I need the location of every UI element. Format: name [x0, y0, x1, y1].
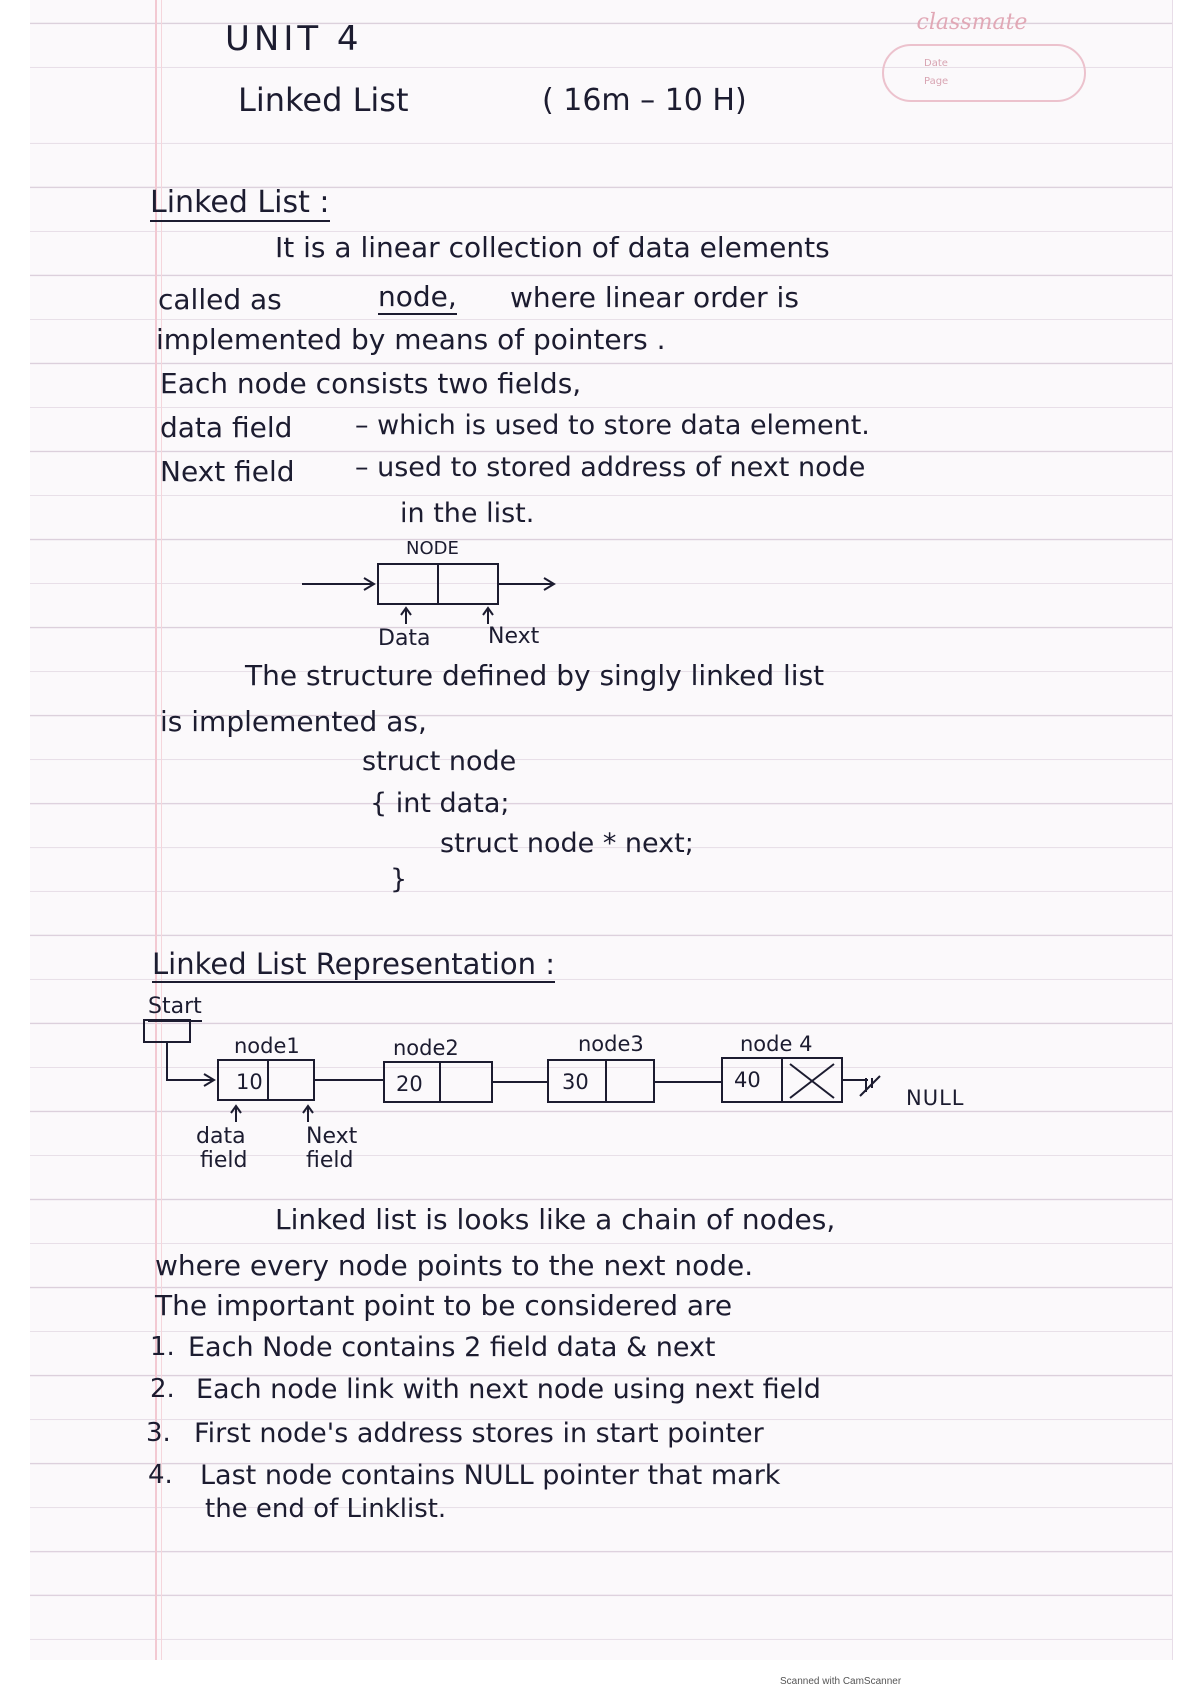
data-field-desc: – which is used to store data element.	[355, 410, 870, 441]
code-line-4: }	[390, 864, 408, 895]
start-label: Start	[148, 996, 202, 1022]
unit-title: UNIT 4	[225, 19, 363, 59]
node1-value: 10	[236, 1070, 263, 1094]
point-3-text: First node's address stores in start pointer	[194, 1418, 764, 1449]
chain-line-3: The important point to be considered are	[155, 1289, 733, 1322]
definition-line-4: Each node consists two fields,	[160, 367, 582, 400]
node3-value: 30	[562, 1070, 589, 1094]
point-1-text: Each Node contains 2 field data & next	[188, 1332, 716, 1363]
node-diagram-title: NODE	[406, 538, 459, 559]
definition-line-3: implemented by means of pointers .	[156, 323, 666, 356]
definition-line-2b: where linear order is	[510, 281, 799, 314]
marks-hours: ( 16m – 10 H)	[542, 83, 747, 118]
node2-value: 20	[396, 1072, 423, 1096]
classmate-brand	[862, 10, 1082, 100]
data-field-label-1: data	[196, 1124, 246, 1149]
code-line-1: struct node	[362, 746, 517, 777]
node1-box	[218, 1060, 314, 1100]
point-3-num: 3.	[146, 1418, 171, 1448]
node4-value: 40	[734, 1068, 761, 1092]
start-pointer-box	[144, 1020, 190, 1042]
scanner-watermark: Scanned with CamScanner	[780, 1676, 902, 1687]
node1-label: node1	[234, 1034, 300, 1058]
next-field-label-2: field	[306, 1148, 354, 1173]
point-2-text: Each node link with next node using next field	[196, 1374, 821, 1405]
margin-line-secondary	[161, 0, 162, 1660]
node2-label: node2	[393, 1036, 459, 1060]
code-line-3: struct node * next;	[440, 828, 694, 859]
point-2-num: 2.	[150, 1374, 175, 1404]
point-4-num: 4.	[148, 1460, 173, 1490]
point-4-text: Last node contains NULL pointer that mark	[200, 1460, 781, 1491]
node-data-label: Data	[378, 626, 431, 651]
code-line-2: { int data;	[370, 788, 510, 819]
date-page-box	[882, 44, 1086, 102]
node3-label: node3	[578, 1032, 644, 1056]
next-field-desc-cont: in the list.	[400, 498, 535, 529]
chain-line-1: Linked list is looks like a chain of nodes,	[275, 1203, 836, 1236]
point-1-num: 1.	[150, 1332, 175, 1362]
margin-line	[155, 0, 157, 1660]
definition-node-word: node,	[378, 280, 457, 313]
node-next-label: Next	[488, 624, 540, 649]
section-heading-linked-list: Linked List :	[150, 185, 330, 220]
null-label: NULL	[906, 1086, 965, 1110]
data-field-term: data field	[160, 411, 293, 444]
chain-line-2: where every node points to the next node.	[155, 1249, 754, 1282]
data-field-label-2: field	[200, 1148, 248, 1173]
page-label: Page	[924, 76, 949, 87]
definition-line-1: It is a linear collection of data elements	[275, 231, 830, 264]
next-field-desc: – used to stored address of next node	[355, 452, 866, 483]
node4-label: node 4	[740, 1032, 813, 1056]
definition-line-2a: called as	[158, 283, 282, 316]
structure-intro: The structure defined by singly linked list	[245, 659, 825, 692]
node-diagram	[290, 556, 570, 626]
brand-logo: classmate	[916, 10, 1028, 35]
structure-intro-2: is implemented as,	[160, 705, 427, 738]
section-heading-representation: Linked List Representation :	[152, 947, 555, 981]
topic-title: Linked List	[238, 81, 409, 119]
next-field-label-1: Next	[306, 1124, 358, 1149]
date-label: Date	[924, 58, 948, 69]
point-4-text-cont: the end of Linklist.	[205, 1494, 447, 1524]
next-field-term: Next field	[160, 455, 295, 488]
